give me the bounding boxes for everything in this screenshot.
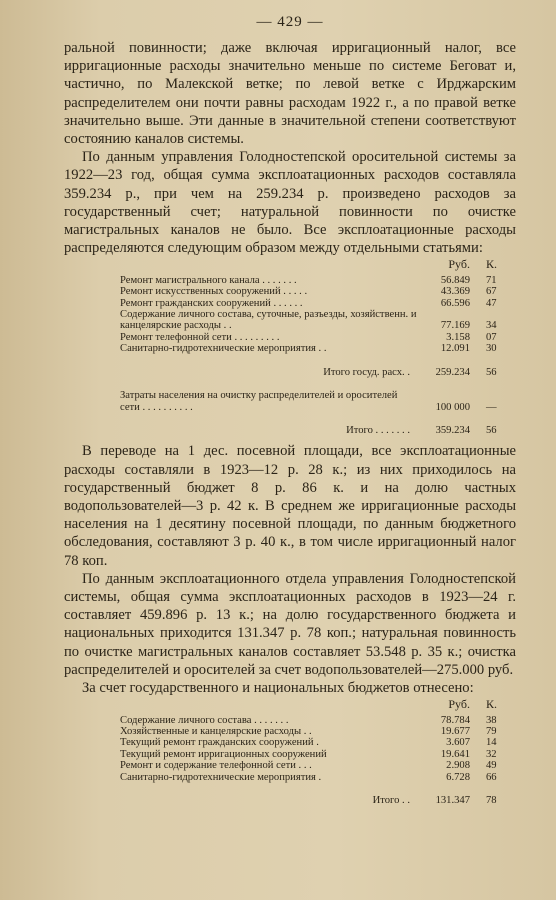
expense-table-1922 bbox=[64, 259, 516, 436]
col-rub-header: Руб. bbox=[448, 257, 470, 272]
subtotal-kop: 56 bbox=[486, 366, 497, 378]
total-label: Итого . . bbox=[372, 795, 410, 806]
total-rub: 131.347 bbox=[435, 795, 470, 806]
paragraph-2: По данным управления Голодностепской оросительной системы за 1922—23 год, общая сумма эксплоатационных расходов составляла 359.234 р., при чем на 259.234 р. произведено расходов за государственный счет; натуральной повинности по очистке магистральных каналов не было. Все эксплоатационные расходы распределяются следующим образом между отдельными статьями: bbox=[64, 149, 516, 257]
table-row: Ремонт магистрального канала . . . . . . . 56.849 71 bbox=[120, 274, 497, 286]
table-total-row bbox=[64, 425, 516, 436]
table-header bbox=[64, 699, 516, 714]
table-total-row bbox=[64, 795, 516, 806]
table-row: Ремонт телефонной сети . . . . . . . . . 3.158 07 bbox=[120, 331, 497, 343]
table-row: Текущий ремонт ирригационных сооружений 19.641 32 bbox=[120, 748, 497, 760]
expense-table-1923 bbox=[64, 699, 516, 806]
total-kop: 78 bbox=[486, 795, 497, 806]
table-row: Хозяйственные и канцелярские расходы . . 19.677 79 bbox=[120, 725, 497, 737]
table-row: Санитарно-гидротехнические мероприятия . 6.728 66 bbox=[120, 771, 497, 783]
table-header bbox=[64, 259, 516, 274]
col-rub-header: Руб. bbox=[448, 697, 470, 712]
table-subtotal-row bbox=[64, 367, 516, 378]
table-row: Текущий ремонт гражданских сооружений . 3.607 14 bbox=[120, 737, 497, 749]
table-row: Ремонт искусственных сооружений . . . . . 43.369 67 bbox=[120, 286, 497, 298]
total-rub: 359.234 bbox=[435, 424, 470, 436]
paragraph-5: За счет государственного и национальных бюджетов отнесено: bbox=[82, 679, 474, 696]
total-kop: 56 bbox=[486, 424, 497, 436]
subtotal-rub: 259.234 bbox=[435, 366, 470, 378]
paragraph-1: ральной повинности; даже включая ирригационный налог, все ирригационные расходы значительно меньше по системе Беговат и, частично, по Малекской ветке; по левой ветке с Ирджарским распределителем они почти равны расходам 1922 г., а по правой ветке значительно выше. Эти данные в значительной степени соответствуют состоянию каналов системы. bbox=[64, 40, 516, 148]
col-kop-header: К. bbox=[486, 697, 498, 712]
page-number: — 429 — bbox=[256, 14, 324, 30]
table-row: Затраты населения на очистку распределителей и оросителей сети . . . . . . . . . . 100 000 — bbox=[120, 390, 497, 413]
table-row: Ремонт и содержание телефонной сети . . . 2.908 49 bbox=[120, 760, 497, 772]
paragraph-3: В переводе на 1 дес. посевной площади, все эксплоатационные расходы составляли в 1923—12 р. 28 к.; из них приходилось на государственный бюджет 8 р. 86 к. и на долю частных водопользователей—3 р. 42 к. В среднем же ирригационные расходы населения на 1 десятину посевной площади, по данным бюджетного обследования, составляют 3 р. 40 к., в том числе ирригационный налог 78 коп. bbox=[64, 443, 516, 569]
table-row: Ремонт гражданских сооружений . . . . . . 66.596 47 bbox=[120, 297, 497, 309]
total-label: Итого . . . . . . . bbox=[346, 424, 410, 436]
subtotal-label: Итого госуд. расх. . bbox=[323, 366, 410, 378]
paragraph-4: По данным эксплоатационного отдела управления Голодностепской системы, общая сумма эксплоатационных расходов в 1923—24 г. составляет 459.896 р. 13 к.; на долю государственного бюджета и национальных приходится 131.347 р. 78 коп.; натуральная повинность по очистке магистральных каналов составляет 53.548 р. 35 к.; очистка распределителей и оросителей за счет водопользователей—275.000 руб. bbox=[64, 570, 516, 678]
table-row: Содержание личного состава, суточные, разъезды, хозяйственн. и канцелярские расходы . . 77.169 34 bbox=[120, 309, 497, 332]
col-kop-header: К. bbox=[486, 257, 498, 272]
table-row: Содержание личного состава . . . . . . . 78.784 38 bbox=[120, 714, 497, 726]
table-row: Санитарно-гидротехнические мероприятия . . 12.091 30 bbox=[120, 343, 497, 355]
